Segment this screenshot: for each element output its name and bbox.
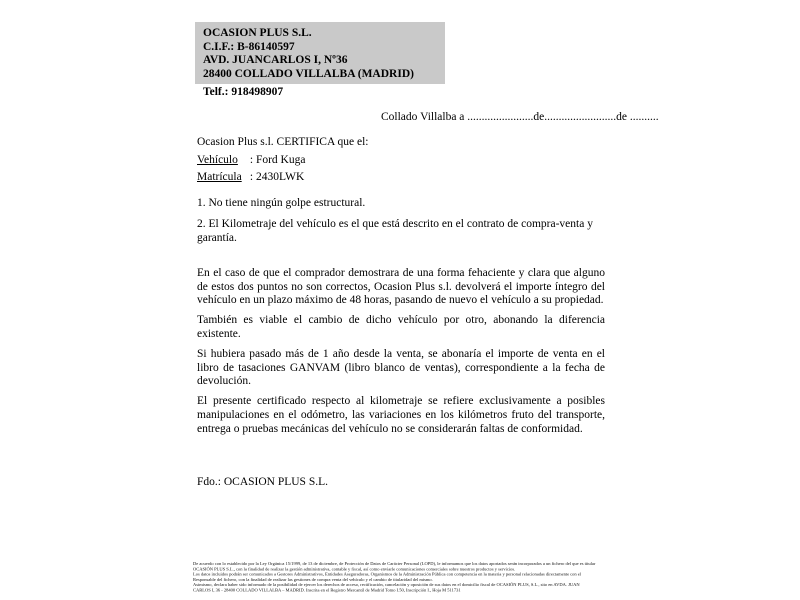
- company-cif: C.I.F.: B-86140597: [203, 40, 295, 53]
- plate-label: Matrícula: [197, 170, 242, 183]
- company-city: 28400 COLLADO VILLALBA (MADRID): [203, 67, 414, 80]
- legal-footer-line: Los datos incluidos podrán ser comunicados a Gestores Administrativos, Entidades Aseguradoras, Organismos de la Administración Pública con competencia en la materia y personal relacionadas directamente con el: [193, 572, 582, 577]
- paragraph-ganvam: Si hubiera pasado más de 1 año desde la venta, se abonaría el importe de venta en el libro de tasaciones GANVAM (libro blanco de ventas), correspondiente a la fecha de devolución.: [197, 347, 605, 388]
- certify-point-1: 1. No tiene ningún golpe estructural.: [197, 197, 366, 210]
- date-line: Collado Villalba a .......................de.........................de ..........: [381, 111, 659, 123]
- certify-point-2: 2. El Kilometraje del vehículo es el que está descrito en el contrato de compra-venta y garantía.: [197, 218, 593, 244]
- vehicle-label: Vehículo: [197, 153, 238, 166]
- certify-intro: Ocasion Plus s.l. CERTIFICA que el:: [197, 136, 369, 148]
- company-name: OCASION PLUS S.L.: [203, 27, 312, 39]
- legal-footer: [193, 562, 610, 594]
- letterhead-gray-box: [195, 22, 445, 84]
- legal-footer-line: CARLOS I, 36 - 28400 COLLADO VILLALBA – MADRID. Inscrita en el Registro Mercantil de Madrid Tomo I.50, Inscripción I., Hoja M 511731: [193, 588, 461, 593]
- paragraph-refund: En el caso de que el comprador demostrara de una forma fehaciente y clara que alguno de estos dos puntos no son correctos, Ocasion Plus s.l. devolverá el importe íntegro del vehículo en un plazo máximo de 48 horas, pasando de nuevo el vehículo a su propiedad.: [197, 266, 605, 307]
- paragraph-odometer: El presente certificado respecto al kilometraje se refiere exclusivamente a posibles manipulaciones en el odómetro, las variaciones en los kilómetros fruto del transporte, entrega o pruebas mecánicas del vehículo no se considerarán faltas de conformidad.: [197, 395, 605, 435]
- vehicle-line: [197, 154, 605, 168]
- legal-footer-line: De acuerdo con lo establecido por la Ley Orgánica 15/1999, de 13 de diciembre, de Protección de Datos de Carácter Personal (LOPD), le informamos que los datos aportados serán incorporados a un fichero del que es titular: [193, 562, 596, 567]
- document-body: [197, 136, 605, 437]
- letterhead: [195, 22, 445, 100]
- plate-line: [197, 171, 605, 185]
- company-phone: Telf.: 918498907: [203, 86, 284, 98]
- vehicle-value: : Ford Kuga: [249, 153, 306, 166]
- signature-line: Fdo.: OCASION PLUS S.L.: [197, 476, 328, 488]
- paragraph-exchange: También es viable el cambio de dicho vehículo por otro, abonando la diferencia existente.: [197, 314, 605, 340]
- company-address: AVD. JUANCARLOS I, Nº36: [203, 54, 348, 66]
- legal-footer-line: OCASIÓN PLUS S.L., con la finalidad de realizar la gestión administrativa, contable y fiscal, así como enviarle comunicaciones comerciales sobre nuestros productos y servicios.: [193, 567, 516, 572]
- legal-footer-line: Responsable del fichero, con la finalidad de realizar las gestiones de compra venta del vehículo y el cambio de titularidad del mismo.: [193, 577, 433, 583]
- legal-footer-line: Asimismo, declara haber sido informado de la posibilidad de ejercer los derechos de acceso, rectificación, cancelación y oposición de sus datos en el domicilio fiscal de OCASIÓN PLUS, S.L., sito en AVDA. JUAN: [193, 583, 580, 588]
- plate-value: : 2430LWK: [249, 170, 305, 183]
